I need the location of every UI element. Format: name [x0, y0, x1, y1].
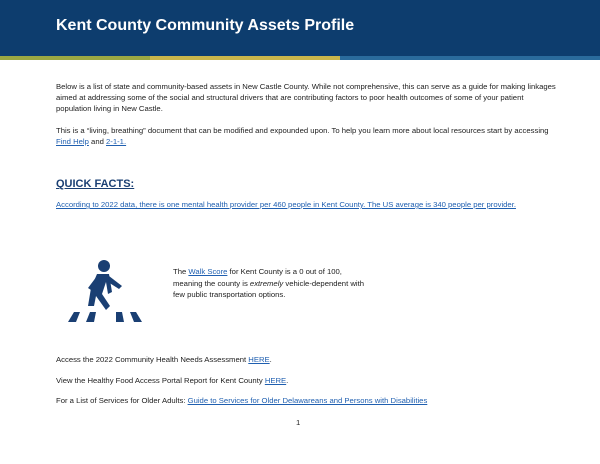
walk-the: The	[173, 267, 189, 276]
page-header	[0, 0, 600, 56]
older-adults-text: For a List of Services for Older Adults:	[56, 396, 188, 405]
find-help-link[interactable]: Find Help	[56, 137, 89, 146]
walk-score-line-1	[173, 266, 393, 278]
walk-score-line-2	[173, 278, 393, 290]
pedestrian-crossing-icon	[64, 258, 154, 322]
food-access-end: .	[286, 376, 289, 385]
chna-line	[56, 354, 272, 365]
resources-text: This is a “living, breathing” document that can be modified and expounded upon. To help you learn more about local resources start by accessing	[56, 126, 549, 135]
walk-score-line-3: few public transportation options.	[173, 290, 286, 299]
accent-stripe-blue	[340, 56, 600, 60]
accent-stripe-green	[0, 56, 150, 60]
walk-line2-b: vehicle-dependent with	[283, 278, 365, 288]
mental-health-fact-link[interactable]: According to 2022 data, there is one mental health provider per 460 people in Kent County. The US average is 340 people per provider.	[56, 200, 516, 209]
quick-facts-heading: QUICK FACTS:	[56, 178, 135, 190]
resources-paragraph	[56, 125, 556, 147]
older-adults-line	[56, 395, 427, 406]
chna-text: Access the 2022 Community Health Needs Assessment	[56, 355, 249, 364]
211-link[interactable]: 2-1-1.	[106, 137, 127, 146]
walk-score-link[interactable]: Walk Score	[188, 267, 228, 276]
intro-paragraph: Below is a list of state and community-based assets in New Castle County. While not comprehensive, this can serve as a guide for making linkages aimed at addressing some of the social and structural drivers that are contributing factors to poor health outcomes of some of your patient population living in New Castle.	[56, 82, 556, 113]
older-adults-guide-link[interactable]: Guide to Services for Older Delawareans and Persons with Disabilities	[187, 396, 428, 405]
walk-line2-a: meaning the county is	[173, 278, 250, 288]
chna-end: .	[269, 355, 272, 364]
food-access-text: View the Healthy Food Access Portal Report for Kent County	[56, 376, 265, 385]
walk-emphasis: extremely	[249, 278, 284, 288]
page-title: Kent County Community Assets Profile	[56, 17, 355, 34]
food-access-link[interactable]: HERE	[264, 376, 287, 385]
food-access-line	[56, 375, 288, 386]
and-text: and	[88, 137, 107, 146]
page-number: 1	[296, 418, 301, 427]
accent-stripe-gold	[150, 56, 340, 60]
walk-line1-text: for Kent County is a 0 out of 100,	[227, 267, 342, 276]
chna-link[interactable]: HERE	[248, 355, 270, 364]
walk-score-text	[173, 266, 393, 301]
